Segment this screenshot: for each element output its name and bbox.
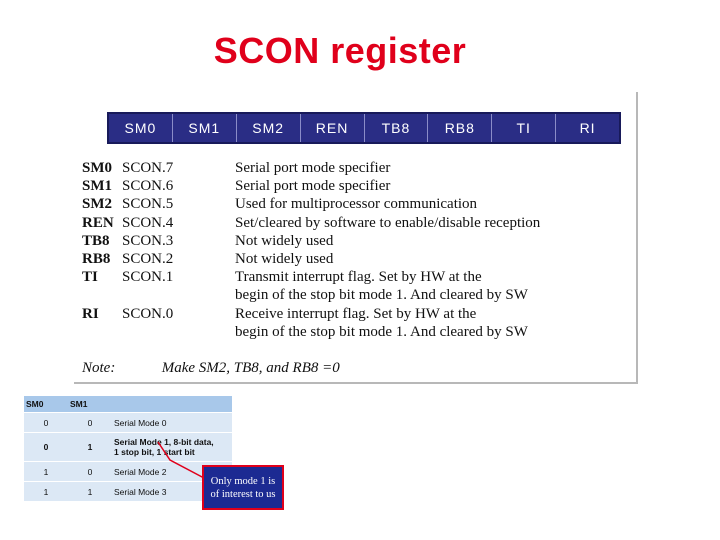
desc-row-sm0 [82, 159, 632, 177]
desc-name: RB8 [82, 251, 111, 268]
page-title: SCON register [213, 30, 467, 71]
desc-name: REN [82, 214, 114, 231]
desc-row-sm1 [82, 177, 632, 195]
desc-text-cont: begin of the stop bit mode 1. And cleared by SW [235, 287, 528, 304]
register-bit-bar [107, 112, 621, 144]
callout-line2: of interest to us [210, 488, 276, 500]
desc-text: Used for multiprocessor communication [235, 196, 478, 213]
bit-ti: TI [492, 114, 556, 142]
desc-name: RI [82, 305, 99, 322]
note-text: Make SM2, TB8, and RB8 =0 [161, 360, 340, 376]
cell-desc [112, 433, 232, 462]
desc-row-ti-cont [82, 286, 632, 304]
cell-desc: Serial Mode 2 [112, 462, 232, 482]
cell-sm1: 1 [68, 433, 112, 462]
desc-text: Transmit interrupt flag. Set by HW at the [235, 269, 482, 286]
desc-bit: SCON.4 [122, 214, 174, 231]
header-sm1: SM1 [68, 396, 112, 413]
cell-desc-line2: 1 stop bit, 1 start bit [114, 447, 195, 457]
cell-sm0: 0 [24, 433, 68, 462]
bit-sm1: SM1 [173, 114, 237, 142]
desc-name: SM2 [82, 196, 112, 213]
cell-desc: Serial Mode 0 [112, 413, 232, 433]
desc-name: TB8 [82, 232, 110, 249]
bit-rb8: RB8 [428, 114, 492, 142]
callout-line1: Only mode 1 is [210, 475, 276, 487]
table-row [24, 433, 232, 462]
desc-bit: SCON.6 [122, 178, 174, 195]
bit-tb8: TB8 [365, 114, 429, 142]
header-sm0: SM0 [24, 396, 68, 413]
cell-sm0: 0 [24, 413, 68, 433]
cell-desc-line1: Serial Mode 1, 8-bit data, [114, 437, 214, 447]
desc-text: Receive interrupt flag. Set by HW at the [235, 305, 477, 322]
desc-row-ri-cont [82, 323, 632, 341]
desc-row-tb8 [82, 232, 632, 250]
cell-sm1: 0 [68, 413, 112, 433]
desc-bit: SCON.7 [122, 160, 174, 176]
table-header-row [24, 396, 232, 413]
desc-text-cont: begin of the stop bit mode 1. And cleared by SW [235, 323, 528, 340]
bit-sm2: SM2 [237, 114, 301, 142]
cell-sm0: 1 [24, 482, 68, 502]
desc-text: Not widely used [235, 251, 334, 268]
table-row [24, 462, 232, 482]
cell-sm1: 1 [68, 482, 112, 502]
header-desc [112, 396, 232, 413]
desc-row-sm2 [82, 195, 632, 213]
desc-name: TI [82, 269, 98, 286]
desc-row-ti [82, 268, 632, 286]
desc-row-rb8 [82, 250, 632, 268]
serial-mode-table [24, 396, 232, 502]
bit-sm0: SM0 [109, 114, 173, 142]
callout-box [202, 465, 284, 510]
desc-name: SM0 [82, 160, 112, 176]
desc-row-ren [82, 214, 632, 232]
desc-bit: SCON.2 [122, 251, 174, 268]
desc-text: Serial port mode specifier [235, 178, 391, 195]
desc-bit: SCON.5 [122, 196, 174, 213]
bit-ri: RI [579, 120, 596, 136]
note-label: Note: [82, 360, 116, 376]
note [82, 360, 340, 377]
desc-bit: SCON.0 [122, 305, 174, 322]
bit-ren: REN [301, 114, 365, 142]
desc-text: Serial port mode specifier [235, 160, 391, 176]
desc-row-ri [82, 305, 632, 323]
desc-name: SM1 [82, 178, 112, 195]
cell-desc: Serial Mode 3 [112, 482, 232, 502]
desc-bit: SCON.1 [122, 269, 174, 286]
table-row [24, 413, 232, 433]
cell-sm0: 1 [24, 462, 68, 482]
scon-panel [74, 92, 638, 384]
desc-text: Not widely used [235, 232, 334, 249]
table-row [24, 482, 232, 502]
bit-descriptions [82, 159, 632, 341]
desc-bit: SCON.3 [122, 232, 174, 249]
desc-text: Set/cleared by software to enable/disable reception [235, 214, 541, 231]
cell-sm1: 0 [68, 462, 112, 482]
